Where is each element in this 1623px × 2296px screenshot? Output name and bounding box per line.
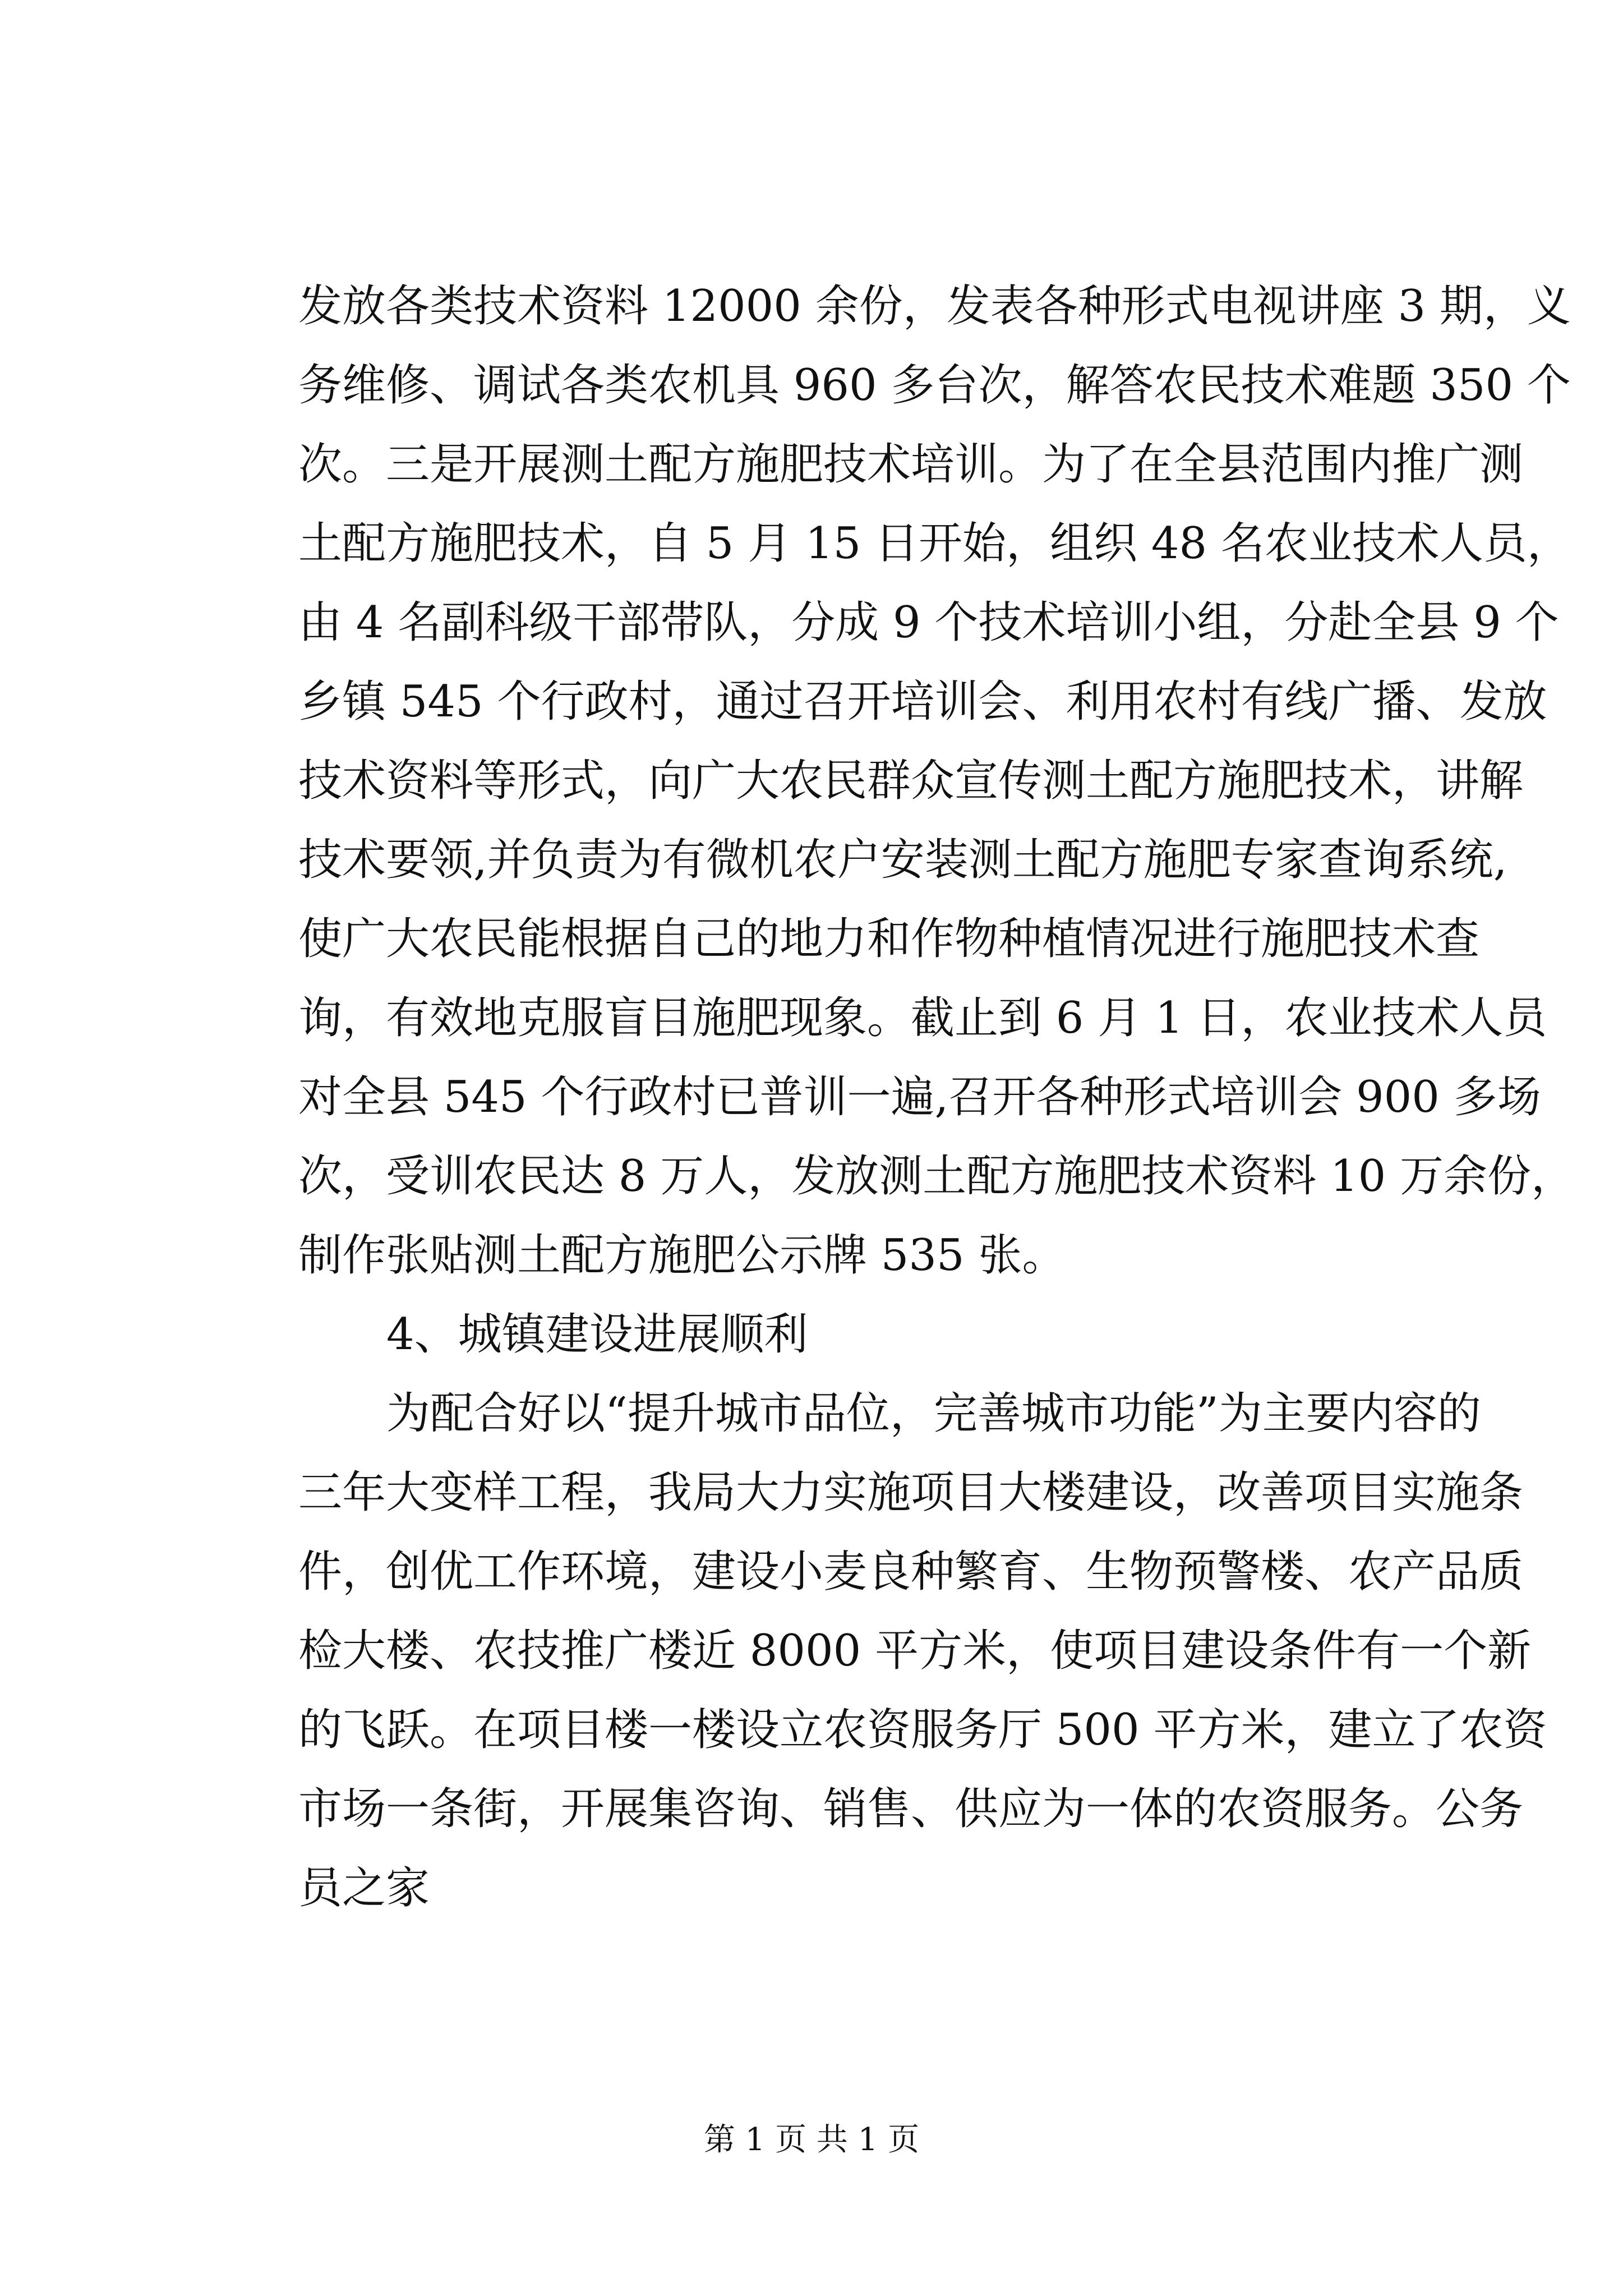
paragraph-line: 发放各类技术资料 12000 余份，发表各种形式电视讲座 3 期，义 [298,281,1571,332]
paragraph-line: 员之家 [298,1863,430,1913]
paragraph-line: 次，受训农民达 8 万人，发放测土配方施肥技术资料 10 万余份， [298,1151,1575,1202]
document-body [298,267,1575,1928]
paragraph-line: 检大楼、农技推广楼近 8000 平方米，使项目建设条件有一个新 [298,1626,1532,1676]
paragraph-line: 为配合好以“提升城市品位，完善城市功能”为主要内容的 [386,1388,1481,1439]
paragraph-line: 询，有效地克服盲目施肥现象。截止到 6 月 1 日，农业技术人员 [298,993,1547,1043]
paragraph-line: 次。三是开展测土配方施肥技术培训。为了在全县范围内推广测 [298,439,1524,490]
paragraph-line: 使广大农民能根据自己的地力和作物种植情况进行施肥技术查 [298,914,1480,964]
paragraph-line: 市场一条街，开展集咨询、销售、供应为一体的农资服务。公务 [298,1784,1524,1834]
paragraph-line: 乡镇 545 个行政村，通过召开培训会、利用农村有线广播、发放 [298,677,1547,727]
paragraph-line: 务维修、调试各类农机具 960 多台次，解答农民技术难题 350 个 [298,360,1571,411]
paragraph-line: 的飞跃。在项目楼一楼设立农资服务厅 500 平方米，建立了农资 [298,1705,1547,1755]
paragraph-line: 由 4 名副科级干部带队，分成 9 个技术培训小组，分赴全县 9 个 [298,597,1559,648]
paragraph-line: 土配方施肥技术，自 5 月 15 日开始，组织 48 名农业技术人员， [298,518,1571,569]
section-heading: 4、城镇建设进展顺利 [386,1309,808,1360]
paragraph-line: 制作张贴测土配方施肥公示牌 535 张。 [298,1230,1066,1281]
paragraph-line: 三年大变样工程，我局大力实施项目大楼建设，改善项目实施条 [298,1467,1524,1518]
paragraph-line: 对全县 545 个行政村已普训一遍,召开各种形式培训会 900 多场 [298,1072,1541,1122]
paragraph-line: 技术资料等形式，向广大农民群众宣传测土配方施肥技术，讲解 [298,756,1524,806]
paragraph-line: 技术要领,并负责为有微机农户安装测土配方施肥专家查询系统, [298,835,1507,885]
page-footer: 第 1 页 共 1 页 [703,2122,920,2158]
paragraph-line: 件，创优工作环境，建设小麦良种繁育、生物预警楼、农产品质 [298,1547,1524,1597]
